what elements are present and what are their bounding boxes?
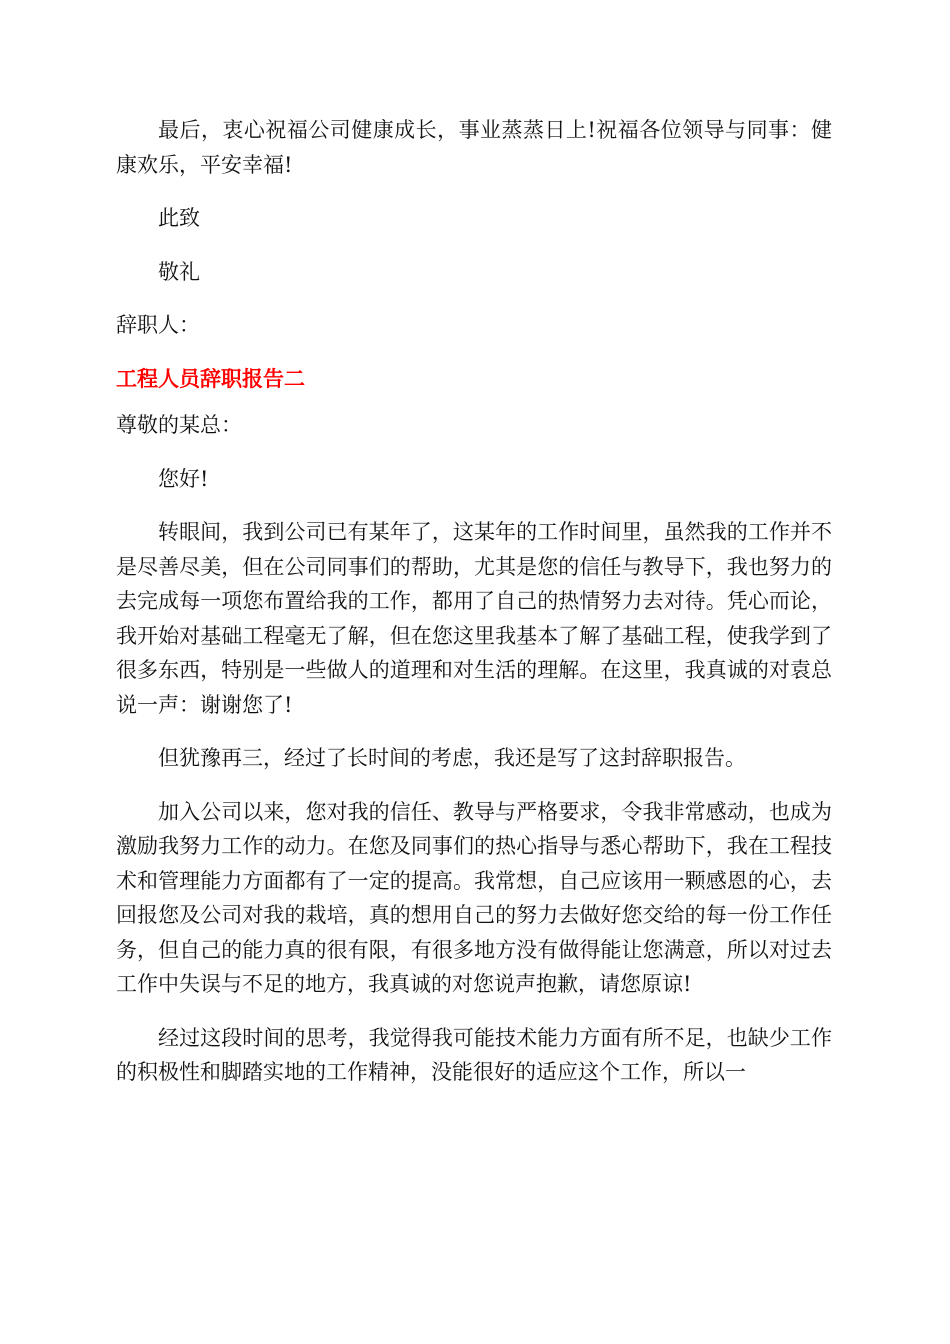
letter-paragraph-1: 转眼间，我到公司已有某年了，这某年的工作时间里，虽然我的工作并不是尽善尽美，但在公司同事们的帮助，尤其是您的信任与教导下，我也努力的去完成每一项您布置给我的工作，都用了自己的热情努力去对待。凭心而论，我开始对基础工程毫无了解，但在您这里我基本了解了基础工程，使我学到了很多东西，特别是一些做人的道理和对生活的理解。在这里，我真诚的对袁总说一声：谢谢您了! — [116, 520, 832, 717]
letter-paragraph-4: 经过这段时间的思考，我觉得我可能技术能力方面有所不足，也缺少工作的积极性和脚踏实地的工作精神，没能很好的适应这个工作，所以一 — [116, 1025, 832, 1084]
letter-paragraph-2: 但犹豫再三，经过了长时间的考虑，我还是写了这封辞职报告。 — [158, 746, 746, 770]
signature-label: 辞职人： — [116, 313, 200, 337]
letter-addressee: 尊敬的某总： — [116, 413, 242, 437]
salutation-line-1: 此致 — [158, 206, 200, 230]
letter-paragraph-3: 加入公司以来，您对我的信任、教导与严格要求，令我非常感动，也成为激励我努力工作的动力。在您及同事们的热心指导与悉心帮助下，我在工程技术和管理能力方面都有了一定的提高。我常想，自己应该用一颗感恩的心，去回报您及公司对我的栽培，真的想用自己的努力去做好您交给的每一份工作任务，但自己的能力真的很有限，有很多地方没有做得能让您满意，所以对过去工作中失误与不足的地方，我真诚的对您说声抱歉，请您原谅! — [116, 799, 832, 996]
section-title: 工程人员辞职报告二 — [116, 366, 305, 391]
document-page — [116, 113, 832, 1090]
letter-greeting: 您好! — [158, 466, 209, 491]
closing-wish-paragraph: 最后，衷心祝福公司健康成长，事业蒸蒸日上!祝福各位领导与同事：健康欢乐，平安幸福! — [116, 118, 832, 177]
salutation-line-2: 敬礼 — [158, 259, 200, 284]
